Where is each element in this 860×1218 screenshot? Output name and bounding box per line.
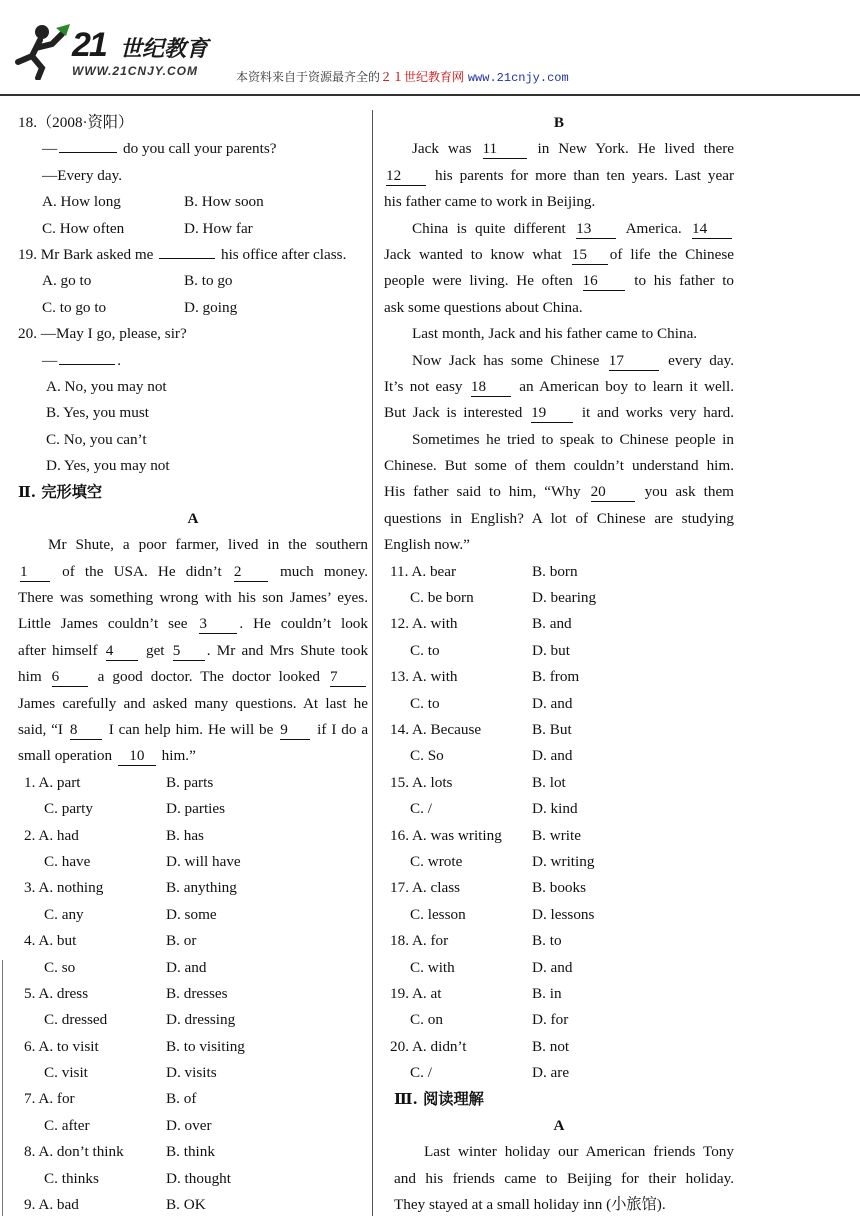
option-row [384, 823, 734, 849]
option-choice[interactable]: B. parts [166, 773, 214, 791]
passage-b-line: His father said to him, “Why 20 you ask them [384, 483, 734, 501]
option-row [384, 717, 734, 743]
option-row [18, 849, 368, 875]
option-choice[interactable]: 9. A. bad [24, 1196, 79, 1214]
passage-b-line: Sometimes he tried to speak to Chinese people in [412, 430, 734, 448]
option-choice[interactable]: C. after [44, 1116, 90, 1134]
option-choice[interactable]: C. lesson [410, 905, 466, 923]
passage-a-line: said, “I 8 I can help him. He will be 9 if I do a [18, 720, 369, 738]
option-choice[interactable]: 5. A. dress [24, 984, 89, 1002]
cloze-blank-1[interactable]: 1 [20, 563, 50, 582]
cloze-blank-20[interactable]: 20 [591, 483, 635, 502]
option-choice[interactable]: D. parties [166, 800, 226, 818]
passage-b-line: 12 his parents for more than ten years. Last year [386, 166, 734, 184]
cloze-blank-17[interactable]: 17 [609, 352, 659, 371]
option-choice[interactable]: D. for [532, 1011, 569, 1029]
option-row [384, 981, 734, 1007]
option-row [18, 1139, 368, 1165]
option-choice[interactable]: B. lot [532, 773, 566, 791]
passage-a-options [18, 770, 368, 1218]
passage-b-line: people were living. He often 16 to his father to [384, 272, 735, 290]
option-choice[interactable]: 12. A. with [390, 615, 458, 633]
option-choice[interactable]: B. in [532, 984, 562, 1002]
left-column [18, 110, 368, 1218]
option-choice[interactable]: D. some [166, 905, 217, 923]
option-choice[interactable]: C. How often [42, 219, 125, 237]
logo-text: 世纪教育 [120, 37, 209, 62]
question-19: 19. Mr Bark asked me his office after class. [18, 245, 347, 263]
option-choice[interactable]: C. visit [44, 1064, 88, 1082]
passage-b-line: Chinese. But some of them couldn’t understand him. [384, 457, 734, 475]
cloze-blank-6[interactable]: 6 [52, 668, 88, 687]
passage-b-line: questions in English? A lot of Chinese are studying [384, 509, 734, 527]
passage-b-options [384, 559, 734, 1087]
notice-prefix: 本资料来自于资源最齐全的 [236, 70, 381, 84]
option-row [18, 902, 368, 928]
option-row [18, 216, 368, 242]
cloze-blank-13[interactable]: 13 [576, 220, 616, 239]
option-row [18, 981, 368, 1007]
option-choice[interactable]: B. anything [166, 879, 237, 897]
option-choice[interactable]: C. be born [410, 589, 474, 607]
passage-b-line: China is quite different 13 America. 14 [384, 216, 734, 242]
logo-url: WWW.21CNJY.COM [72, 64, 199, 78]
passage-a-line: small operation 10 him.” [18, 747, 196, 765]
option-row [18, 1060, 368, 1086]
cloze-blank-11[interactable]: 11 [483, 140, 527, 159]
passage-b-title: B [553, 114, 565, 131]
option-row [384, 743, 734, 769]
option-choice[interactable]: C. No, you can’t [46, 430, 147, 448]
passage-b-line: Jack was 11 in New York. He lived there [412, 140, 735, 158]
option-choice[interactable]: C. to [410, 694, 440, 712]
cloze-blank-16[interactable]: 16 [583, 272, 625, 291]
option-choice[interactable]: D. but [532, 641, 570, 659]
option-choice[interactable]: C. to [410, 641, 440, 659]
cloze-blank-14[interactable]: 14 [692, 220, 732, 239]
option-choice[interactable]: 7. A. for [24, 1090, 75, 1108]
option-row [18, 1007, 368, 1033]
option-row [384, 902, 734, 928]
option-row [18, 875, 368, 901]
option-row [384, 849, 734, 875]
passage-a-title: A [187, 509, 199, 527]
cloze-blank-3[interactable]: 3 [199, 615, 237, 634]
option-row [18, 189, 368, 215]
option-choice[interactable]: B. books [532, 879, 587, 897]
passage-a-line: 1 of the USA. He didn’t 2 much money. [20, 562, 368, 580]
option-row [384, 955, 734, 981]
option-choice[interactable]: D. over [166, 1116, 212, 1134]
option-choice[interactable]: 17. A. class [390, 879, 461, 897]
option-row [18, 823, 368, 849]
option-choice[interactable]: D. Yes, you may not [46, 457, 170, 475]
passage-a-line: after himself 4 get 5 . Mr and Mrs Shute took [18, 641, 369, 659]
option-choice[interactable]: 20. A. didn’t [390, 1037, 467, 1055]
cloze-blank-7[interactable]: 7 [330, 668, 366, 687]
option-choice[interactable]: C. dressed [44, 1011, 108, 1029]
option-choice[interactable]: C. / [410, 800, 432, 818]
passage-b-line: But Jack is interested 19 it and works very hard. [384, 404, 735, 422]
option-row [384, 611, 734, 637]
option-choice[interactable]: A. go to [42, 272, 92, 290]
option-row [384, 1007, 734, 1033]
option-row [18, 1192, 368, 1218]
option-row [384, 691, 734, 717]
option-choice[interactable]: D. will have [166, 852, 241, 870]
option-choice[interactable]: B. and [532, 615, 572, 633]
option-choice[interactable]: B. write [532, 826, 581, 844]
option-row [18, 1166, 368, 1192]
option-choice[interactable]: B. of [166, 1090, 197, 1108]
option-row [18, 295, 368, 321]
option-choice[interactable]: D. and [166, 958, 207, 976]
option-choice[interactable]: C. / [410, 1064, 432, 1082]
section-3-heading: Ⅲ. 阅读理解 [394, 1090, 484, 1109]
option-row [384, 585, 734, 611]
cloze-blank-18[interactable]: 18 [471, 378, 511, 397]
answer-blank[interactable] [59, 364, 115, 365]
passage-b-line: It’s not easy 18 an American boy to learn it well. [384, 377, 735, 395]
question-20-reply: — . [42, 351, 121, 369]
logo-number: 21 [72, 26, 106, 64]
reading-line: They stayed at a small holiday inn (小旅馆). [394, 1196, 666, 1214]
option-choice[interactable]: 16. A. was writing [390, 826, 502, 844]
option-choice[interactable]: A. How long [42, 193, 121, 211]
option-choice[interactable]: C. to go to [42, 298, 107, 316]
option-choice[interactable]: C. with [410, 958, 455, 976]
cloze-blank-5[interactable]: 5 [173, 642, 205, 661]
option-choice[interactable]: D. bearing [532, 589, 597, 607]
option-choice[interactable]: 14. A. Because [390, 720, 482, 738]
passage-b-line: his father came to work in Beijing. [384, 193, 596, 211]
cloze-blank-4[interactable]: 4 [106, 642, 138, 661]
option-row [384, 796, 734, 822]
option-choice[interactable]: B. or [166, 932, 197, 950]
notice-site-link[interactable]: ２１世纪教育网 [380, 70, 465, 84]
option-choice[interactable]: B. to [532, 932, 562, 950]
option-choice[interactable]: A. No, you may not [46, 377, 167, 395]
passage-a-line: him 6 a good doctor. The doctor looked 7 [18, 664, 368, 690]
question-19-options [18, 268, 368, 321]
option-choice[interactable]: 11. A. bear [390, 562, 457, 580]
option-choice[interactable]: B. dresses [166, 984, 228, 1002]
answer-blank[interactable] [59, 152, 117, 153]
option-row [18, 955, 368, 981]
option-choice[interactable]: 18. A. for [390, 932, 449, 950]
option-row [18, 928, 368, 954]
option-choice[interactable]: D. How far [184, 219, 253, 237]
question-18-title: 18.（2008·资阳） [18, 114, 134, 131]
option-choice[interactable]: B. How soon [184, 193, 264, 211]
option-row [384, 928, 734, 954]
passage-b-line: ask some questions about China. [384, 298, 583, 316]
cloze-blank-2[interactable]: 2 [234, 563, 268, 582]
option-choice[interactable]: B. But [532, 720, 572, 738]
option-row [384, 664, 734, 690]
option-row [18, 1113, 368, 1139]
option-choice[interactable]: D. going [184, 298, 238, 316]
page-header [0, 0, 860, 100]
option-choice[interactable]: B. to go [184, 272, 233, 290]
option-choice[interactable]: D. are [532, 1064, 570, 1082]
option-row [18, 796, 368, 822]
option-row [18, 268, 368, 294]
notice-url-link[interactable]: www.21cnjy.com [467, 71, 569, 85]
option-choice[interactable]: B. think [166, 1143, 215, 1161]
question-18-line: — do you call your parents? [42, 140, 277, 158]
right-column [384, 110, 734, 1218]
option-choice[interactable]: B. to visiting [166, 1037, 245, 1055]
page-edge-line [2, 960, 3, 1216]
option-row [18, 770, 368, 796]
cloze-blank-15[interactable]: 15 [572, 246, 608, 265]
option-choice[interactable]: C. thinks [44, 1169, 99, 1187]
passage-b-line: Jack wanted to know what 15 of life the Chinese [384, 245, 735, 263]
option-choice[interactable]: C. party [44, 800, 93, 818]
option-row [384, 638, 734, 664]
option-choice[interactable]: 8. A. don’t think [24, 1143, 124, 1161]
option-choice[interactable]: C. so [44, 958, 76, 976]
option-choice[interactable]: 19. A. at [390, 984, 442, 1002]
option-row [384, 1060, 734, 1086]
option-choice[interactable]: C. So [410, 747, 444, 765]
option-choice[interactable]: 4. A. but [24, 932, 77, 950]
option-choice[interactable]: D. dressing [166, 1011, 236, 1029]
option-row [18, 1034, 368, 1060]
option-choice[interactable]: 13. A. with [390, 668, 458, 686]
header-rule [0, 94, 860, 96]
site-logo[interactable] [12, 20, 232, 82]
option-choice[interactable]: D. lessons [532, 905, 595, 923]
option-row [384, 875, 734, 901]
option-choice[interactable]: 3. A. nothing [24, 879, 104, 897]
passage-a-line: There was something wrong with his son James’ eyes. [18, 589, 368, 607]
cloze-blank-19[interactable]: 19 [531, 404, 573, 423]
question-20: 20. —May I go, please, sir? [18, 325, 187, 343]
reading-line: Last winter holiday our American friends Tony [424, 1143, 734, 1161]
reading-line: and his friends came to Beijing for their holiday. [394, 1169, 734, 1187]
option-choice[interactable]: B. from [532, 668, 580, 686]
source-notice [236, 68, 569, 85]
option-choice[interactable]: 1. A. part [24, 773, 81, 791]
option-choice[interactable]: D. and [532, 747, 573, 765]
option-choice[interactable]: B. born [532, 562, 578, 580]
passage-a-line: James carefully and asked many questions. At last he [18, 694, 368, 712]
option-choice[interactable]: D. thought [166, 1169, 231, 1187]
option-choice[interactable]: C. have [44, 852, 91, 870]
option-row [384, 770, 734, 796]
cloze-blank-8[interactable]: 8 [70, 721, 102, 740]
option-choice[interactable]: B. not [532, 1037, 570, 1055]
section-2-heading: Ⅱ. 完形填空 [18, 483, 103, 502]
passage-a-line: Mr Shute, a poor farmer, lived in the southern [48, 536, 368, 554]
option-choice[interactable]: C. on [410, 1011, 443, 1029]
passage-b-line: English now.” [384, 536, 470, 554]
question-20-options [18, 374, 368, 480]
question-18-options [18, 189, 368, 242]
answer-blank[interactable] [159, 258, 215, 259]
option-row [18, 1086, 368, 1112]
option-choice[interactable]: 15. A. lots [390, 773, 453, 791]
passage-b-line: Last month, Jack and his father came to China. [412, 325, 698, 343]
option-row [384, 559, 734, 585]
passage-b-line: Now Jack has some Chinese 17 every day. [412, 351, 735, 369]
option-choice[interactable]: C. any [44, 905, 84, 923]
option-choice[interactable]: D. visits [166, 1064, 217, 1082]
option-row [384, 1034, 734, 1060]
option-choice[interactable]: D. kind [532, 800, 578, 818]
cloze-blank-9[interactable]: 9 [280, 721, 310, 740]
reading-a-title: A [553, 1116, 565, 1134]
option-choice[interactable]: 2. A. had [24, 826, 79, 844]
option-choice[interactable]: B. has [166, 826, 204, 844]
option-choice[interactable]: D. writing [532, 852, 595, 870]
option-choice[interactable]: D. and [532, 958, 573, 976]
runner-logo-icon [12, 20, 72, 80]
cloze-blank-10[interactable]: 10 [118, 747, 156, 766]
column-divider [372, 110, 373, 1216]
option-choice[interactable]: C. wrote [410, 852, 463, 870]
option-choice[interactable]: 6. A. to visit [24, 1037, 99, 1055]
option-choice[interactable]: B. Yes, you must [46, 404, 149, 422]
cloze-blank-12[interactable]: 12 [386, 167, 426, 186]
option-choice[interactable]: B. OK [166, 1196, 206, 1214]
passage-a-line: Little James couldn’t see 3 . He couldn’t look [18, 615, 368, 633]
question-18-reply: —Every day. [42, 166, 122, 184]
option-choice[interactable]: D. and [532, 694, 573, 712]
